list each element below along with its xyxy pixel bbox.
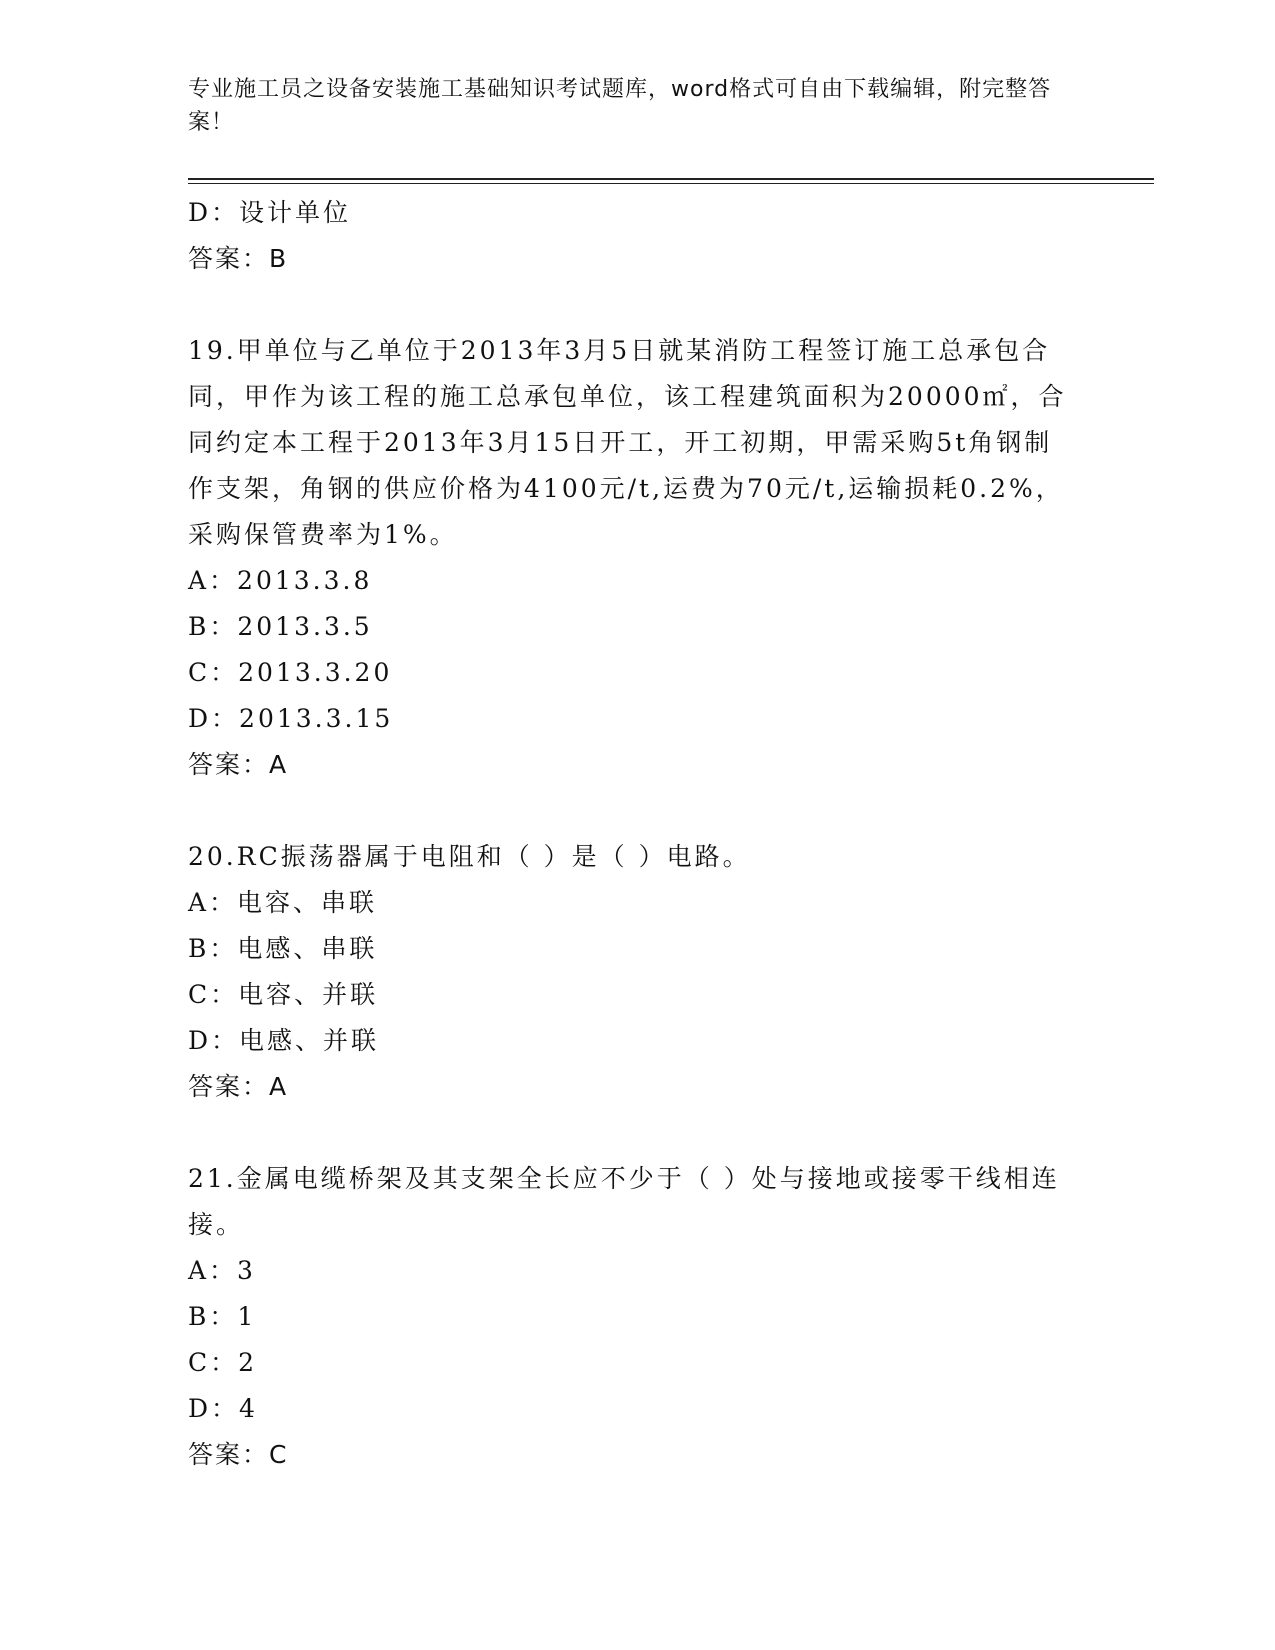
page-header: 专业施工员之设备安装施工基础知识考试题库，word格式可自由下载编辑，附完整答案！ (188, 77, 1052, 135)
spacer (188, 788, 1068, 834)
option-a: A：2013.3.8 (188, 566, 373, 595)
option-c: C：2 (188, 1348, 258, 1377)
answer: 答案：B (188, 244, 289, 273)
option-d: D：2013.3.15 (188, 704, 394, 733)
header-rule-thin (188, 183, 1154, 184)
question-stem: 19.甲单位与乙单位于2013年3月5日就某消防工程签订施工总承包合同，甲作为该工程的施工总承包单位，该工程建筑面积为20000㎡，合同约定本工程于2013年3月15日开工，开工初期，甲需采购5t角钢制作支架，角钢的供应价格为4100元/t,运费为70元/t,运输损耗0.2%，采购保管费率为1%。 (188, 336, 1067, 549)
question-21 (188, 1156, 1068, 1478)
option-b: B：2013.3.5 (188, 612, 373, 641)
option-c: C：电容、并联 (188, 980, 379, 1009)
option-d: D：4 (188, 1394, 258, 1423)
option-b: B：电感、串联 (188, 934, 378, 963)
answer: 答案：A (188, 1072, 289, 1101)
answer: 答案：A (188, 750, 289, 779)
spacer (188, 1110, 1068, 1156)
option-a: A：3 (188, 1256, 256, 1285)
answer: 答案：C (188, 1440, 289, 1469)
question-stem: 20.RC振荡器属于电阻和（ ）是（ ）电路。 (188, 842, 751, 871)
option-d: D：电感、并联 (188, 1026, 380, 1055)
option-a: A：电容、串联 (188, 888, 378, 917)
option-b: B：1 (188, 1302, 257, 1331)
spacer (188, 282, 1068, 328)
option-c: C：2013.3.20 (188, 658, 393, 687)
header-rule-thick (188, 178, 1154, 180)
option-d: D：设计单位 (188, 198, 352, 227)
question-20 (188, 834, 1068, 1110)
question-19 (188, 328, 1068, 788)
question-list (188, 190, 1068, 1478)
question-stem: 21.金属电缆桥架及其支架全长应不少于（ ）处与接地或接零干线相连接。 (188, 1164, 1060, 1239)
